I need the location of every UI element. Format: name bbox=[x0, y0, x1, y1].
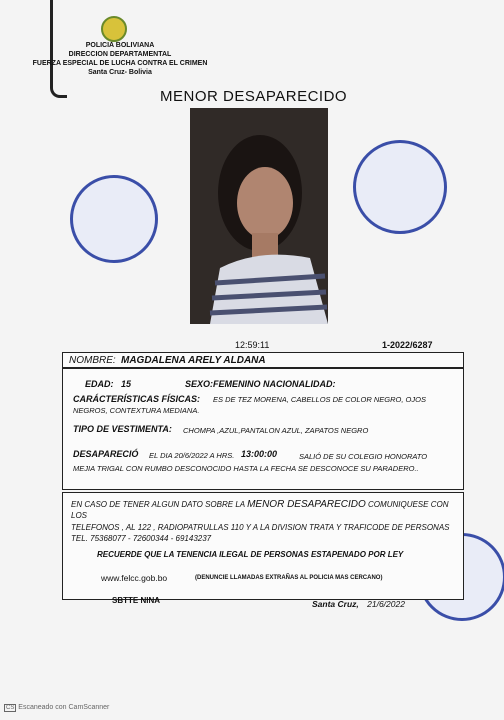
clothing-label: TIPO DE VESTIMENTA: bbox=[73, 424, 172, 434]
police-emblem-logo bbox=[101, 16, 127, 42]
header-line-2: DIRECCION DEPARTAMENTAL bbox=[68, 51, 172, 58]
police-seal-right bbox=[353, 140, 447, 234]
sex-nationality: SEXO:FEMENINO NACIONALIDAD: bbox=[185, 379, 336, 389]
scanner-text: Escaneado con CamScanner bbox=[18, 704, 110, 711]
missing-person-photo bbox=[190, 108, 328, 324]
person-name: MAGDALENA ARELY ALDANA bbox=[121, 355, 266, 366]
contact-box bbox=[62, 492, 464, 600]
details-box bbox=[62, 368, 464, 490]
contact-highlight: MENOR DESAPARECIDO bbox=[247, 499, 366, 510]
features-label: CARÁCTERÍSTICAS FÍSICAS: bbox=[73, 394, 201, 404]
features-text: ES DE TEZ MORENA, CABELLOS DE COLOR NEGRO, OJOS NEGROS, CONTEXTURA MEDIANA. bbox=[73, 395, 426, 415]
header-line-4: Santa Cruz- Bolivia bbox=[88, 69, 152, 76]
date-place bbox=[312, 599, 405, 609]
legal-warning: RECUERDE QUE LA TENENCIA ILEGAL DE PERSONAS ESTAPENADO POR LEY bbox=[97, 550, 404, 559]
age-label: EDAD: bbox=[85, 379, 114, 389]
contact-phones: TELEFONOS , AL 122 , RADIOPATRULLAS 110 Y A LA DIVISION TRATA Y TRAFICODE DE PERSONAS TEL. 75368077 - 72600344 - 69143237 bbox=[71, 523, 450, 543]
disappeared-hour: 13:00:00 bbox=[241, 449, 278, 459]
contact-intro: EN CASO DE TENER ALGUN DATO SOBRE LA bbox=[71, 500, 245, 509]
scanner-watermark bbox=[4, 704, 109, 712]
header-block bbox=[20, 41, 220, 77]
case-number: 1-2022/6287 bbox=[382, 340, 433, 350]
contact-intro-end: COMUNIQUESE CON LOS bbox=[71, 500, 449, 520]
page-title: MENOR DESAPARECIDO bbox=[160, 88, 348, 105]
time-stamp: 12:59:11 bbox=[235, 340, 270, 350]
website-note: (DENUNCIE LLAMADAS EXTRAÑAS AL POLICIA MAS CERCANO) bbox=[195, 575, 383, 581]
disappeared-label: DESAPARECIÓ bbox=[73, 449, 139, 459]
contact-text bbox=[71, 499, 456, 521]
police-seal-left bbox=[70, 175, 158, 263]
name-label: NOMBRE: bbox=[69, 355, 116, 366]
signer-name: SBTTE NINA bbox=[112, 596, 160, 605]
date-place-city: Santa Cruz, bbox=[312, 599, 359, 609]
date-value: 21/6/2022 bbox=[367, 599, 405, 609]
disappeared-date: EL DIA 20/6/2022 A HRS. bbox=[149, 451, 235, 460]
header-line-1: POLICIA BOLIVIANA bbox=[85, 42, 155, 49]
website-link[interactable]: www.felcc.gob.bo bbox=[101, 573, 168, 583]
clothing-text: CHOMPA ,AZUL,PANTALON AZUL, ZAPATOS NEGRO bbox=[183, 426, 369, 435]
disappeared-details: SALIÓ DE SU COLEGIO HONORATO MEJIA TRIGAL CON RUMBO DESCONOCIDO HASTA LA FECHA SE DESCONOCE SU PARADERO.. bbox=[73, 452, 428, 473]
name-box bbox=[62, 352, 464, 368]
header-line-3: FUERZA ESPECIAL DE LUCHA CONTRA EL CRIMEN bbox=[32, 60, 208, 67]
scanner-logo-icon: CS bbox=[6, 705, 15, 711]
age-value: 15 bbox=[121, 379, 132, 389]
